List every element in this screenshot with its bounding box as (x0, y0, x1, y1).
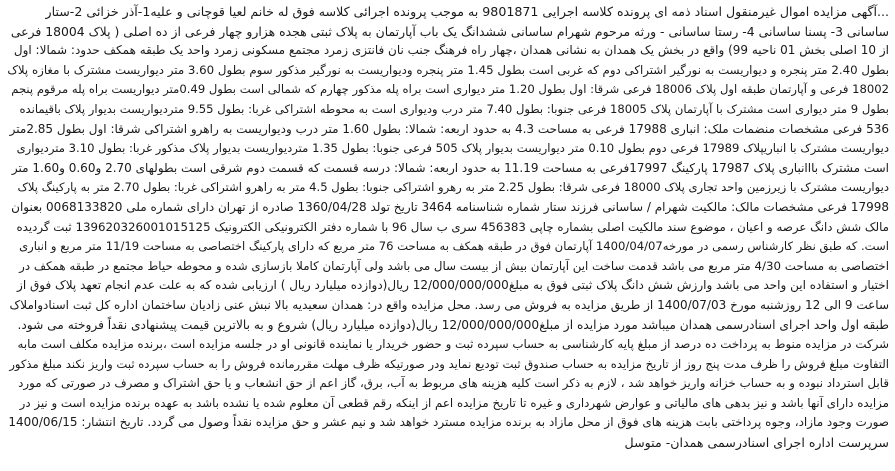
notice-signature: سرپرست اداره اجرای اسنادرسمی همدان- متوسل (624, 435, 889, 451)
notice-line: طبقه اول واحد اجرای اسنادرسمی همدان میباشد مورد مزایده از مبلغ12/000/000/000 ریال(دوازده میلیارد ریال) شروع و به بالاترین قیمت پیشنهادی نقداً فروخته می شود. (17, 317, 889, 332)
notice-line: اختصاصی به مساحت 4/30 متر مربع می باشد قدمت ساخت این آپارتمان بیش از بیست سال می باشد ولی آپارتمان کاملا بازسازی شده و محوطه حیاط مجتمع در طبقه همکف در (19, 258, 889, 273)
notice-line: مالک شش دانگ عرصه و اعیان ، موضوع سند مالکیت اصلی بشماره چاپی 456383 سری ب سال 96 با شماره دفتر الکترونیکی الکترونیک 139620326001015125 ثبت گردیده (16, 219, 889, 234)
notice-line: صورت وجود مازاد، وجوه پرداختی بابت هزینه های فوق از محل مازاد به برنده مزایده مسترد خواهد شد و نیم عشر و حق مزایده نقداً وصول می گردد. تاریخ انتشار: 1400/06/15 (8, 415, 889, 430)
notice-line: 17998 فرعی مشخصات مالک: مالکیت شهرام / ساسانی فرزند ستار شماره شناسنامه 3464 تاریخ تولد 1360/04/28 صادره از تهران دارای شماره ملی 0068133820 بعنوان (11, 199, 889, 214)
notice-line: اختیار و استفاده این واحد می باشد وارزش شش دانگ پلاک ثبتی فوق به مبلغ12/000/000/000 ریال(دوازده میلیارد ریال ) ارزیابی شده که به علت عدم انجام تعهد پلاک فوق از (17, 278, 889, 293)
notice-line: التفاوت مبلغ فروش را ظرف مدت پنج روز از تاریخ مزایده به حساب صندوق ثبت تودیع نماید ودر صورتیکه ظرف مهلت مقررمانده فروش را به حساب سپرده ثبت واریز نکند مبلغ مذکور (9, 356, 889, 371)
notice-line: دیواریست مشترک با زیرزمین واحد تجاری پلاک 18000 فرعی شرقا: بطول 2.25 متر به رهرو اشتراکی جنوبا: بطول 4.5 متر به راهرو اشتراکی غربا: بطول 2.70 متر به پارکینگ پلاک (17, 180, 889, 195)
notice-line: است. که طبق نظر کارشناس رسمی در مورخه1400/04/07 آپارتمان فوق در طبقه همکف به مساحت 76 متر مربع که دارای پارکینگ اختصاصی به مساحت 11/19 متر مربع و انباری (19, 239, 889, 254)
notice-line: دیواریست مشترک با انباریپلاک 17989 فرعی دوم بطول 0.10 متر دیواریست بدیوار پلاک 505 فرعی جنوبا: بطول 1.35 متردیواریست بدیوار پلاک مذکور غربا: بطول 3.10 متردیواری (16, 141, 889, 156)
notice-line: 18002 فرعی و آپارتمان طبقه اول پلاک 18006 فرعی شرقا: اول بطول 1.20 متر دیواری است براه پله مذکور چهارم که شمالی است بطول 0.49متر دیواریست براه پله مرقوم پنجم (11, 82, 889, 97)
notice-line: مزایده دارای آنها باشد و نیز بدهی های مالیاتی و عوارض شهرداری و غیره تا تاریخ مزایده اعم از اینکه رقم قطعی آن معلوم شده یا نشده باشد به عهده برنده مزایده است و نیز در (19, 395, 889, 410)
notice-line: ...آگهی مزایده اموال غیرمنقول اسناد ذمه ای پرونده کلاسه اجرایی 9801871 به موجب پرونده اجرائی کلاسه فوق له خانم لعیا قوچانی و علیه1-آذر خزائی 2-ستار (45, 4, 889, 19)
notice-line: شرکت در مزایده منوط به پرداخت ده درصد از مبلغ پایه کارشناسی به حساب سپرده ثبت و حضور خریدار یا نماینده قانونی او در جلسه مزایده است ،برنده مزایده مکلف است مابه (17, 337, 889, 352)
notice-line: ساسانی 3- پسنا ساسانی 4- رستا ساسانی - ورثه مرحوم شهرام ساسانی ششدانگ یک باب آپارتمان به پلاک ثبتی هجده هزارو چهار فرعی از ده اصلی ( پلاک 18004 فرعی (10, 23, 889, 39)
notice-line: قابل استرداد نبوده و به حساب خزانه واریز خواهد شد ، لازم به ذکر است کلیه هزینه های مربوط به آب، برق، گاز اعم از حق انشعاب و یا حق اشتراک و مصرف در صورتی که مورد (18, 376, 889, 391)
notice-line: بطول 9 متر دیواری است مشترک با آپارتمان پلاک 18005 فرعی جنوبا: بطول 7.40 متر درب ودیواری است به محوطه اشتراکی غربا: بطول 9.55 متردیواریست بدیوار پلاک باقیمانده (19, 101, 889, 116)
notice-line: از 10 اصلی بخش 01 ناحیه 99) واقع در بخش یک همدان به نشانی همدان ،چهار راه فرهنگ جنب نان فانتزی زمرد مجتمع مسکونی زمرد واحد یک طبقه همکف حدود: شمالا: اول (13, 43, 889, 58)
notice-line: است مشترک بااانباری پلاک 17987 پارکینگ 17997فرعی به مساحت 11.19 به حدود اربعه: شمالا: درسه قسمت که قسمت دوم شرقی است بطولهای 2.70 و0.60 و1.60 متر (11, 160, 889, 175)
notice-line: بطول 2.40 متر پنجره و دیواریست به نورگیر اشتراکی دوم که غربی است بطول 1.45 متر پنجره ودیواریست به نورگیر مذکور سوم بطول 3.60 متر دیواریست مشترک با مغازه پلاک (7, 62, 889, 77)
notice-line: ساعت 9 الی 12 روزشنبه مورخ 1400/07/03 از طریق مزایده به فروش می رسد. محل مزایده واقع در: همدان سعیدیه بالا نبش عنی زادیان ساختمان اداره کل ثبت اسنادواملاک (9, 297, 889, 312)
notice-line: 536 فرعی مشخصات منضمات ملک: انباری 17988 فرعی به مساحت 4.3 به حدود اربعه: شمالا: بطول 1.60 متر درب ودیواریست به راهرو اشتراکی شرقا: اول بطول 2.85متر (9, 121, 889, 136)
